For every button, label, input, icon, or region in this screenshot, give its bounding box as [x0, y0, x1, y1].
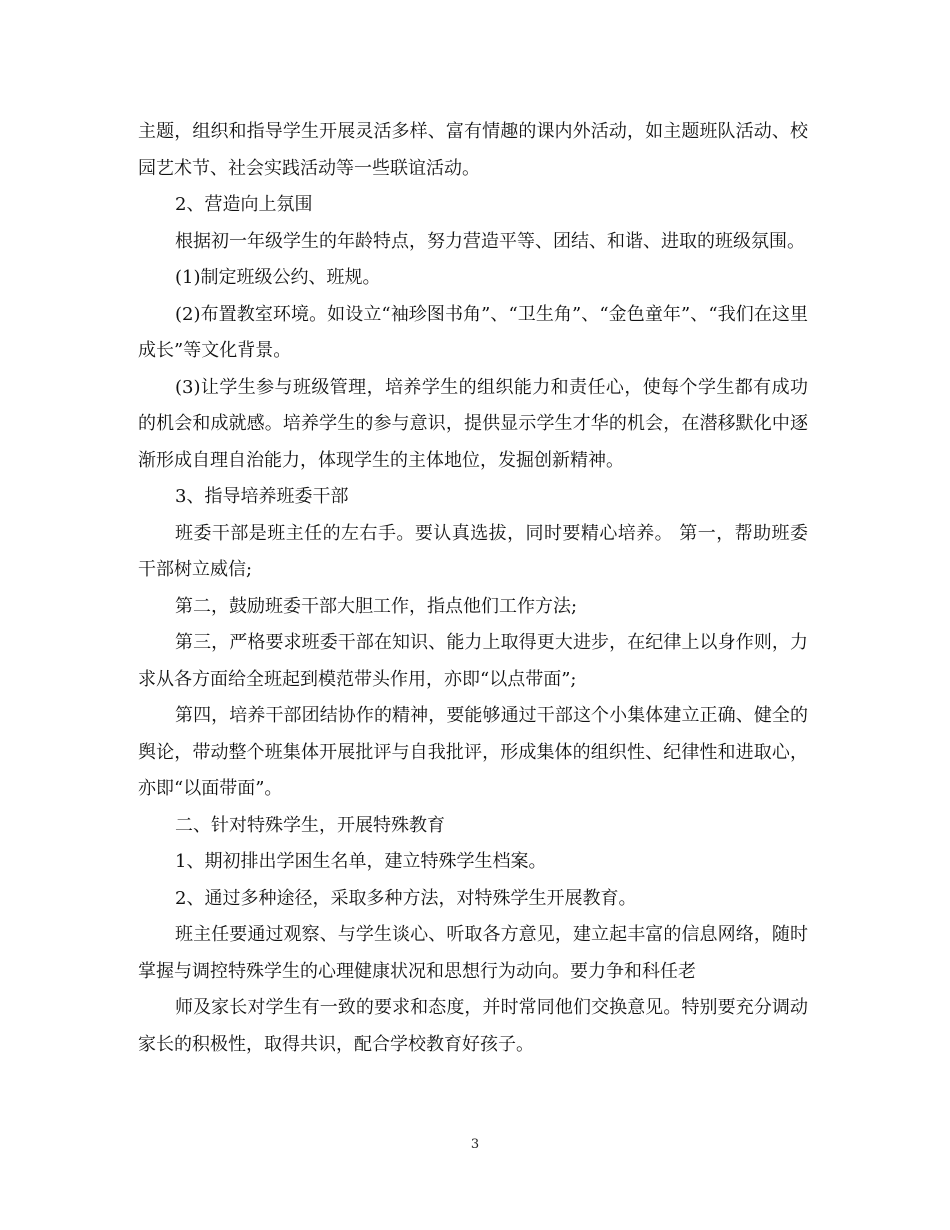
list-item-multiple-methods: 2、通过多种途径，采取多种方法，对特殊学生开展教育。 — [175, 887, 637, 909]
paragraph-committee-fourth: 第四，培养干部团结协作的精神，要能够通过干部这个小集体建立正确、健全的舆论，带动整个班集体开展批评与自我批评，形成集体的组织性、纪律性和进取心，亦即“以面带面”。 — [138, 705, 808, 799]
heading-train-class-committee: 3、指导培养班委干部 — [175, 486, 349, 507]
list-item-class-rules: (1)制定班级公约、班规。 — [175, 267, 381, 288]
document-body — [138, 114, 808, 1063]
paragraph-parent-cooperation: 师及家长对学生有一致的要求和态度，并时常同他们交换意见。特别要充分调动家长的积极性，取得共识，配合学校教育好孩子。 — [138, 997, 808, 1055]
list-item-class-management: (3)让学生参与班级管理，培养学生的组织能力和责任心，使每个学生都有成功的机会和成就感。培养学生的参与意识，提供显示学生才华的机会，在潜移默化中逐渐形成自理自治能力，体现学生的主体地位，发掘创新精神。 — [138, 376, 808, 471]
heading-create-atmosphere: 2、营造向上氛围 — [175, 194, 313, 215]
paragraph-activities: 主题，组织和指导学生开展灵活多样、富有情趣的课内外活动，如主题班队活动、校园艺术节、社会实践活动等一些联谊活动。 — [138, 121, 808, 179]
list-item-classroom-environment: (2)布置教室环境。如设立“袖珍图书角”、“卫生角”、“金色童年”、“我们在这里成长”等文化背景。 — [138, 303, 808, 361]
paragraph-committee-third: 第三，严格要求班委干部在知识、能力上取得更大进步，在纪律上以身作则，力求从各方面给全班起到模范带头作用，亦即“以点带面”; — [138, 632, 808, 690]
paragraph-teacher-observation: 班主任要通过观察、与学生谈心、听取各方意见，建立起丰富的信息网络，随时掌握与调控特殊学生的心理健康状况和思想行为动向。要力争和科任老 — [138, 924, 808, 982]
heading-special-students: 二、针对特殊学生，开展特殊教育 — [175, 814, 445, 836]
paragraph-committee-first: 班委干部是班主任的左右手。要认真选拔，同时要精心培养。 第一，帮助班委干部树立威信; — [138, 522, 808, 580]
paragraph-class-atmosphere: 根据初一年级学生的年龄特点，努力营造平等、团结、和谐、进取的班级氛围。 — [175, 230, 805, 252]
list-item-student-records: 1、期初排出学困生名单，建立特殊学生档案。 — [175, 851, 547, 872]
paragraph-committee-second: 第二，鼓励班委干部大胆工作，指点他们工作方法; — [175, 595, 578, 617]
page-number: 3 — [470, 1137, 480, 1152]
